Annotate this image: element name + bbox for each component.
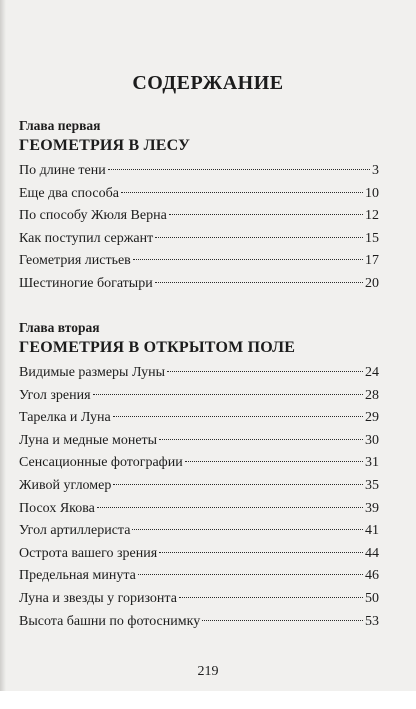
toc-entry: [19, 407, 379, 430]
toc-entry-title: Сенсационные фотографии: [19, 455, 183, 471]
page-bottom-margin: [0, 691, 416, 709]
toc-entry-page: 24: [365, 365, 379, 380]
toc-entry: [19, 160, 379, 183]
toc-entry-title: Тарелка и Луна: [19, 410, 111, 426]
dot-leader: [169, 214, 363, 215]
toc-entry-page: 44: [365, 545, 379, 561]
dot-leader: [159, 552, 363, 553]
dot-leader: [121, 192, 363, 193]
toc-entry-page: 15: [365, 230, 379, 246]
toc-entry: [19, 250, 379, 273]
dot-leader: [113, 416, 363, 417]
toc-entry-title: Как поступил сержант: [19, 230, 154, 246]
toc-entry: [19, 475, 379, 498]
toc-entry-page: 28: [365, 387, 379, 403]
dot-leader: [155, 282, 363, 283]
toc-entry-title: Еще два способа: [19, 185, 119, 201]
toc-entry: [19, 430, 379, 453]
dot-leader: [132, 529, 363, 530]
toc-entry-page: 3: [372, 163, 379, 178]
toc-entry-title: Высота башни по фотоснимку: [19, 613, 201, 629]
toc-entry-title: Угол артиллериста: [19, 523, 131, 539]
toc-entry-title: Геометрия листьев: [19, 253, 131, 269]
toc-entries: [19, 362, 379, 633]
dot-leader: [159, 439, 363, 440]
dot-leader: [93, 394, 363, 395]
toc-entry: [19, 588, 379, 611]
toc-entry: [19, 228, 379, 251]
toc-title: СОДЕРЖАНИЕ: [132, 72, 284, 94]
toc-entry: [19, 565, 379, 588]
toc-entry-title: Предельная минута: [19, 568, 136, 584]
toc-entry-page: 30: [365, 432, 379, 448]
toc-entry-page: 17: [365, 253, 379, 269]
dot-leader: [113, 484, 363, 485]
toc-entry: [19, 520, 379, 543]
dot-leader: [185, 461, 363, 462]
toc-entry: [19, 611, 379, 634]
dot-leader: [133, 259, 363, 260]
toc-entry-title: Угол зрения: [19, 387, 91, 403]
toc-entry: [19, 498, 379, 521]
dot-leader: [108, 169, 370, 170]
dot-leader: [179, 597, 363, 598]
toc-entry-title: Видимые размеры Луны: [19, 365, 165, 380]
chapter-label: Глава первая: [19, 118, 101, 133]
chapter-title: ГЕОМЕТРИЯ В ЛЕСУ: [19, 137, 191, 154]
dot-leader: [97, 507, 363, 508]
toc-entry-page: 20: [365, 275, 379, 291]
toc-entry-title: Луна и звезды у горизонта: [19, 590, 177, 606]
toc-entry-title: Острота вашего зрения: [19, 545, 158, 561]
toc-entry: [19, 543, 379, 566]
toc-entry-title: Посох Якова: [19, 500, 95, 516]
chapter-2: [19, 320, 379, 633]
page-number: 219: [197, 664, 219, 679]
toc-entry-page: 35: [365, 477, 379, 493]
toc-entry-page: 12: [365, 208, 379, 224]
toc-entry-page: 53: [365, 613, 379, 629]
toc-entry: [19, 385, 379, 408]
toc-entry: [19, 183, 379, 206]
chapter-label: Глава вторая: [19, 320, 100, 335]
toc-entry: [19, 205, 379, 228]
chapter-1: [19, 118, 379, 296]
toc-entry-title: Живой угломер: [19, 477, 112, 493]
toc-entry-page: 31: [365, 455, 379, 471]
page-edge-shadow: [0, 0, 6, 709]
toc-entry-page: 39: [365, 500, 379, 516]
toc-entry: [19, 273, 379, 296]
toc-entry: [19, 452, 379, 475]
toc-entries: [19, 160, 379, 296]
toc-entry-page: 46: [365, 568, 379, 584]
dot-leader: [138, 574, 363, 575]
dot-leader: [155, 237, 363, 238]
toc-entry-page: 29: [365, 410, 379, 426]
chapter-title: ГЕОМЕТРИЯ В ОТКРЫТОМ ПОЛЕ: [19, 339, 296, 356]
toc-entry: [19, 362, 379, 385]
dot-leader: [202, 620, 363, 621]
toc-entry-title: Шестиногие богатыри: [19, 275, 153, 291]
toc-entry-page: 10: [365, 185, 379, 201]
toc-entry-page: 50: [365, 590, 379, 606]
toc-entry-title: По способу Жюля Верна: [19, 208, 167, 224]
toc-entry-title: Луна и медные монеты: [19, 432, 158, 448]
toc-entry-title: По длине тени: [19, 163, 106, 178]
toc-entry-page: 41: [365, 523, 379, 539]
dot-leader: [167, 371, 363, 372]
